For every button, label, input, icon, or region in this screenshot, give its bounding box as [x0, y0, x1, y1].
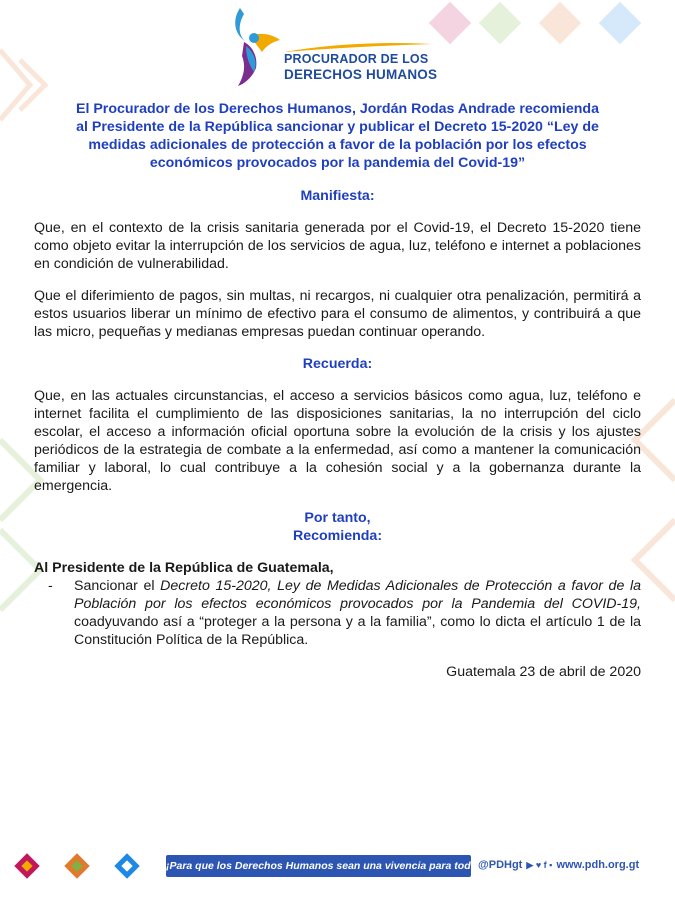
recommendation-text-part: Sancionar el [74, 578, 161, 594]
title-line: económicos provocados por la pandemia del Covid-19” [149, 155, 526, 171]
dove-emblem-icon [228, 6, 288, 88]
slogan-text: ¡Para que los Derechos Humanos sean una vivencia para todos! [166, 860, 487, 872]
document-date: Guatemala 23 de abril de 2020 [446, 664, 641, 680]
footer-decorative-icons [10, 851, 160, 883]
twitter-handle[interactable]: @PDHgt [478, 859, 523, 871]
document-title [34, 100, 641, 172]
recommendation-item [34, 577, 641, 649]
list-dash: - [48, 578, 53, 594]
social-media-icons: ▶ ♥ f ▪ [526, 860, 553, 870]
addressee: Al Presidente de la República de Guatemala, [34, 560, 334, 576]
recuerda-heading: Recuerda: [302, 356, 373, 372]
manifiesta-heading: Manifiesta: [300, 188, 375, 204]
decorative-pattern-top-right [425, 0, 675, 60]
manifiesta-paragraph-2: Que el diferimiento de pagos, sin multas, ni recargos, ni cualquier otra penalización, permitirá a estos usuarios liberar un mínimo de efectivo para el consumo de alimentos, y contribuirá a que las micro, pequeñas y medianas empresas puedan continuar operando. [34, 288, 641, 340]
pdh-logo [228, 6, 448, 94]
logo-line-2: DERECHOS HUMANOS [284, 67, 438, 82]
recommendation-text [74, 577, 641, 649]
title-line: al Presidente de la República sancionar y publicar el Decreto 15-2020 “Ley de [76, 119, 599, 135]
decree-name: Decreto 15-2020, Ley de Medidas Adicionales de Protección a favor de la Población por los efectos económicos provocados por la Pandemia del COVID-19, [74, 578, 641, 612]
manifiesta-paragraph-1: Que, en el contexto de la crisis sanitaria generada por el Covid-19, el Decreto 15-2020 tiene como objeto evitar la interrupción de los servicios de agua, luz, teléfono e internet a poblaciones en condición de vulnerabilidad. [34, 220, 641, 272]
title-line: medidas adicionales de protección a favor de la población por los efectos [88, 137, 587, 153]
recuerda-paragraph: Que, en las actuales circunstancias, el acceso a servicios básicos como agua, luz, teléfono e internet facilita el cumplimiento de las disposiciones sanitarias, la no interrupción del ciclo escolar, el acceso a información oficial oportuna sobre la evolución de la crisis y los ajustes periódicos de la estrategia de combate a la enfermedad, así como a mantener la comunicación familiar y laboral, lo cual contribuye a la cohesión social y a la gobernanza durante la emergencia. [34, 388, 641, 494]
recommendation-text-part: coadyuvando así a “proteger a la persona y a la familia”, como lo dicta el artículo 1 de la Constitución Política de la República. [74, 614, 641, 648]
document-body [34, 100, 641, 681]
slogan-banner [166, 855, 487, 877]
recomienda-heading: Recomienda: [292, 528, 383, 544]
logo-line-1: PROCURADOR DE LOS [284, 52, 429, 66]
logo-text [284, 52, 437, 82]
footer-contact [478, 859, 639, 871]
footer [0, 845, 675, 885]
title-line: El Procurador de los Derechos Humanos, Jordán Rodas Andrade recomienda [76, 101, 599, 117]
por-tanto-heading: Por tanto, [304, 510, 371, 526]
website-link[interactable]: www.pdh.org.gt [556, 859, 640, 871]
